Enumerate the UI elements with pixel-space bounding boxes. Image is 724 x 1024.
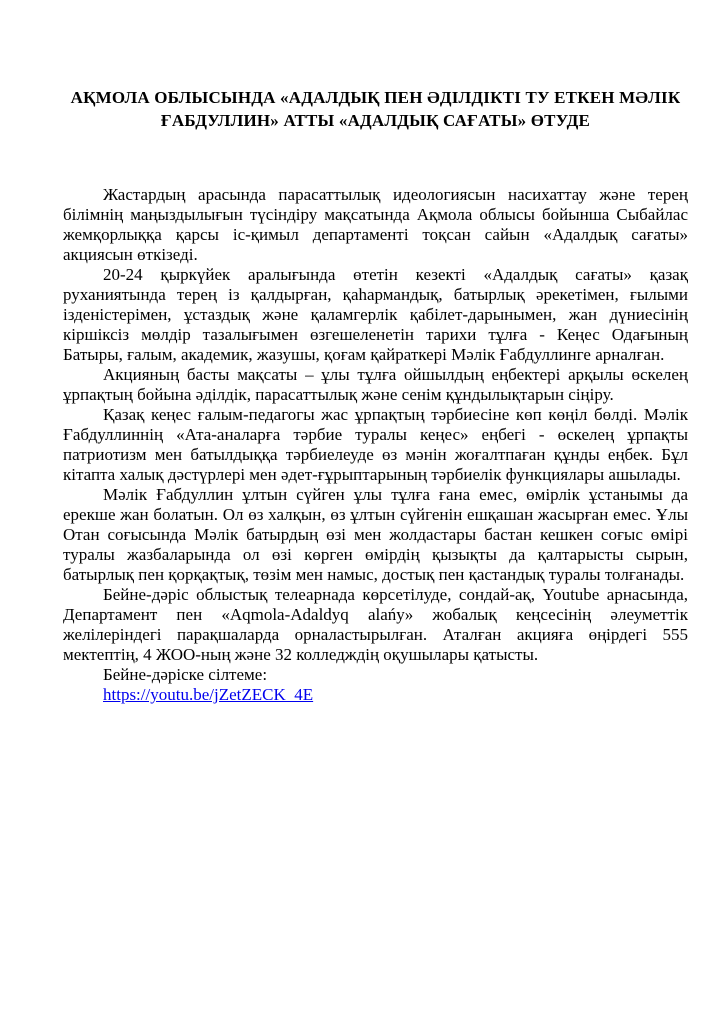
video-link-label: Бейне-дәріске сілтеме: <box>103 665 268 684</box>
paragraph-action-goal: Акцияның басты мақсаты – ұлы тұлға ойшылдың еңбектері арқылы өскелең ұрпақтың бойына әділдік, парасаттылық және сенім құндылықтарын сіңіру. <box>63 365 688 404</box>
youtube-link[interactable]: https://youtu.be/jZetZECK_4E <box>103 685 314 704</box>
paragraph-action-dates: 20-24 қыркүйек аралығында өтетін кезекті «Адалдық сағаты» қазақ руханиятында терең із қалдырған, қаһармандық, батырлық әрекетімен, ғылыми ізденістерімен, ұстаздық және қаламгерлік қабілет-дарынымен, жан дүниесінің кіршіксіз мөлдір тазалығымен өзгешеленетін тарихи тұлға - Кеңес Одағының Батыры, ғалым, академик, жазушы, қоғам қайраткері Мәлік Ғабдуллинге арналған. <box>63 265 688 364</box>
video-link-line <box>63 685 688 705</box>
paragraph-personality: Мәлік Ғабдуллин ұлтын сүйген ұлы тұлға ғана емес, өмірлік ұстанымы да ерекше жан болатын. Ол өз халқын, өз ұлтын сүйгенін ешқашан жасырған емес. Ұлы Отан соғысында Мәлік батырдың өзі мен жолдастары бастан кешкен соғыс өмірі туралы жазбаларында ол өзі көрген өмірдің қызықты да қалтарысты сырын, батырлық пен қорқақтық, төзім мен намыс, достық пен қастандық туралы толғанады. <box>63 485 688 584</box>
document-title: АҚМОЛА ОБЛЫСЫНДА «АДАЛДЫҚ ПЕН ӘДІЛДІКТІ ТУ ЕТКЕН МӘЛІК ҒАБДУЛЛИН» АТТЫ «АДАЛДЫҚ САҒАТЫ» ӨТУДЕ <box>70 88 681 130</box>
paragraph-broadcast-info: Бейне-дәріс облыстық телеарнада көрсетілуде, сондай-ақ, Youtube арнасында, Департамент пен «Aqmola-Adaldyq alańy» жобалық кеңсесінің әлеуметтік желілеріндегі парақшаларда орналастырылған. Аталған акцияға өңірдегі 555 мектептің, 4 ЖОО-ның және 32 колледждің оқушылары қатысты. <box>63 585 688 664</box>
paragraph-intro-adaldyq-sagaty: Жастардың арасында парасаттылық идеологиясын насихаттау және терең білімнің маңыздылығын түсіндіру мақсатында Ақмола облысы бойынша Сыбайлас жемқорлыққа қарсы іс-қимыл департаменті тоқсан сайын «Адалдық сағаты» акциясын өткізеді. <box>63 185 688 264</box>
paragraph-pedagogue-work: Қазақ кеңес ғалым-педагогы жас ұрпақтың тәрбиесіне көп көңіл бөлді. Мәлік Ғабдуллиннің «Ата-аналарға тәрбие туралы кеңес» еңбегі - өскелең ұрпақты патриотизм мен батылдыққа тәрбиелеуде өз мәнін жоғалтпаған құнды еңбек. Бұл кітапта халық дәстүрлері мен әдет-ғұрыптарының тәрбиелік функциялары ашылады. <box>63 405 688 484</box>
